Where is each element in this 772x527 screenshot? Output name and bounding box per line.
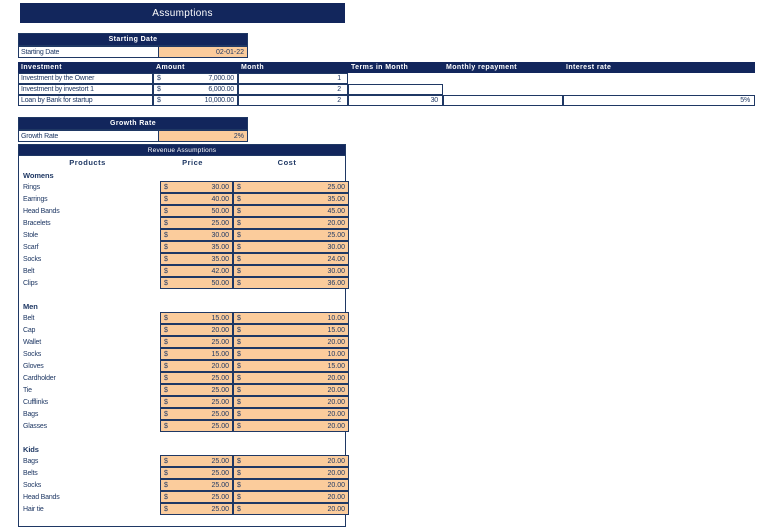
investment-col-interest: Interest rate (563, 62, 755, 73)
price-value: 50.00 (211, 207, 229, 215)
revenue-column-header-row (18, 156, 346, 169)
table-row (18, 384, 346, 396)
revenue-assumptions-table (18, 144, 346, 527)
product-cost-cell[interactable] (233, 396, 349, 408)
table-row (18, 491, 346, 503)
currency-symbol: $ (237, 183, 241, 191)
investment-monthly-repayment: $355.29 (443, 95, 563, 106)
currency-symbol: $ (157, 86, 161, 93)
table-row (18, 265, 346, 277)
product-cost-cell[interactable] (233, 336, 349, 348)
table-row (18, 408, 346, 420)
currency-symbol: $ (164, 505, 168, 513)
product-cost-cell[interactable] (233, 265, 349, 277)
starting-date-row (18, 46, 248, 58)
cost-value: 20.00 (327, 219, 345, 227)
investment-interest-rate[interactable]: 5% (563, 95, 755, 106)
revenue-group-spacer (18, 432, 346, 443)
product-name: Gloves (23, 362, 44, 370)
table-row (18, 348, 346, 360)
investment-interest-empty (563, 73, 755, 84)
cost-value: 36.00 (327, 279, 345, 287)
spacer-filler (156, 515, 345, 526)
investment-col-investment: Investment (18, 62, 153, 73)
investment-repayment-empty (443, 73, 563, 84)
product-cost-cell[interactable] (233, 241, 349, 253)
currency-symbol: $ (237, 469, 241, 477)
product-price-cell[interactable] (160, 372, 233, 384)
product-price-cell[interactable] (160, 384, 233, 396)
price-value: 25.00 (211, 505, 229, 513)
product-cost-cell[interactable] (233, 467, 349, 479)
product-price-cell[interactable] (160, 467, 233, 479)
product-cost-cell[interactable] (233, 479, 349, 491)
product-name: Belts (23, 469, 38, 477)
price-value: 25.00 (211, 398, 229, 406)
product-price-cell[interactable] (160, 253, 233, 265)
currency-symbol: $ (237, 481, 241, 489)
price-value: 20.00 (211, 326, 229, 334)
product-price-cell[interactable] (160, 348, 233, 360)
investment-amount[interactable] (153, 73, 238, 84)
price-value: 50.00 (211, 279, 229, 287)
cost-value: 20.00 (327, 338, 345, 346)
product-price-cell[interactable] (160, 503, 233, 515)
currency-symbol: $ (164, 231, 168, 239)
product-price-cell[interactable] (160, 479, 233, 491)
cost-value: 30.00 (327, 243, 345, 251)
table-row (18, 336, 346, 348)
product-name: Stole (23, 231, 38, 239)
starting-date-block (18, 33, 248, 58)
product-cost-cell[interactable] (233, 455, 349, 467)
product-cost-cell[interactable] (233, 324, 349, 336)
product-price-cell[interactable] (160, 277, 233, 289)
price-value: 35.00 (211, 255, 229, 263)
product-name: Belt (23, 267, 35, 275)
currency-symbol: $ (237, 314, 241, 322)
cost-value: 20.00 (327, 398, 345, 406)
table-row (18, 360, 346, 372)
price-value: 25.00 (211, 374, 229, 382)
cost-value: 20.00 (327, 457, 345, 465)
product-cost-cell[interactable] (233, 229, 349, 241)
currency-symbol: $ (237, 493, 241, 501)
revenue-group-filler (160, 169, 345, 181)
revenue-group-name: Men (23, 301, 38, 311)
cost-value: 15.00 (327, 362, 345, 370)
currency-symbol: $ (164, 279, 168, 287)
product-name: Wallet (23, 338, 41, 346)
currency-symbol: $ (164, 219, 168, 227)
currency-symbol: $ (237, 422, 241, 430)
investment-table (18, 62, 755, 106)
currency-symbol: $ (164, 398, 168, 406)
product-price-cell[interactable] (160, 455, 233, 467)
growth-rate-label: Growth Rate (18, 130, 158, 142)
starting-date-value[interactable]: 02-01-22 (158, 46, 248, 58)
product-cost-cell[interactable] (233, 408, 349, 420)
amount-value: 7,000.00 (208, 75, 234, 82)
investment-terms-blank[interactable] (348, 84, 443, 95)
revenue-group-filler (160, 300, 345, 312)
investment-repayment-empty (443, 84, 563, 95)
table-row (18, 193, 346, 205)
product-price-cell[interactable] (160, 420, 233, 432)
price-value: 25.00 (211, 410, 229, 418)
investment-month[interactable]: 1 (238, 73, 348, 84)
starting-date-header: Starting Date (18, 33, 248, 46)
price-value: 25.00 (211, 219, 229, 227)
table-row (18, 479, 346, 491)
product-price-cell[interactable] (160, 324, 233, 336)
price-value: 25.00 (211, 457, 229, 465)
product-cost-cell[interactable] (233, 348, 349, 360)
table-row (18, 396, 346, 408)
currency-symbol: $ (237, 255, 241, 263)
price-value: 25.00 (211, 493, 229, 501)
investment-desc: Investment by investort 1 (18, 84, 153, 95)
revenue-group-header (18, 443, 346, 455)
table-row (18, 312, 346, 324)
table-row (18, 229, 346, 241)
revenue-assumptions-banner: Revenue Assumptions (18, 144, 346, 156)
product-cost-cell[interactable] (233, 312, 349, 324)
product-name: Earrings (23, 195, 48, 203)
currency-symbol: $ (164, 195, 168, 203)
growth-rate-value[interactable]: 2% (158, 130, 248, 142)
spacer-label (19, 289, 156, 300)
table-row (18, 277, 346, 289)
growth-rate-block (18, 117, 248, 142)
cost-value: 20.00 (327, 422, 345, 430)
revenue-group-filler (160, 443, 345, 455)
growth-rate-header: Growth Rate (18, 117, 248, 130)
spacer-filler (156, 289, 345, 300)
table-row (18, 503, 346, 515)
revenue-group-header (18, 300, 346, 312)
product-name: Glasses (23, 422, 47, 430)
product-price-cell[interactable] (160, 217, 233, 229)
product-price-cell[interactable] (160, 312, 233, 324)
price-value: 40.00 (211, 195, 229, 203)
product-cost-cell[interactable] (233, 217, 349, 229)
currency-symbol: $ (237, 374, 241, 382)
investment-table-header-row (18, 62, 755, 73)
price-value: 25.00 (211, 386, 229, 394)
price-value: 25.00 (211, 469, 229, 477)
currency-symbol: $ (164, 350, 168, 358)
product-price-cell[interactable] (160, 241, 233, 253)
currency-symbol: $ (164, 374, 168, 382)
cost-value: 10.00 (327, 314, 345, 322)
revenue-col-price: Price (182, 158, 203, 167)
currency-symbol: $ (164, 362, 168, 370)
currency-symbol: $ (164, 410, 168, 418)
currency-symbol: $ (157, 97, 161, 104)
currency-symbol: $ (164, 469, 168, 477)
price-value: 20.00 (211, 362, 229, 370)
table-row (18, 241, 346, 253)
cost-value: 20.00 (327, 493, 345, 501)
product-price-cell[interactable] (160, 396, 233, 408)
cost-value: 24.00 (327, 255, 345, 263)
currency-symbol: $ (237, 279, 241, 287)
currency-symbol: $ (164, 255, 168, 263)
revenue-group-name: Womens (23, 170, 54, 180)
amount-value: 10,000.00 (204, 97, 234, 104)
table-row (18, 324, 346, 336)
product-name: Bags (23, 410, 39, 418)
table-row (18, 455, 346, 467)
product-name: Cardholder (23, 374, 56, 382)
product-cost-cell[interactable] (233, 205, 349, 217)
product-cost-cell[interactable] (233, 372, 349, 384)
product-name: Bags (23, 457, 39, 465)
table-row (18, 95, 755, 106)
product-cost-cell[interactable] (233, 420, 349, 432)
table-row (18, 181, 346, 193)
price-value: 35.00 (211, 243, 229, 251)
currency-symbol: $ (164, 326, 168, 334)
investment-month[interactable]: 2 (238, 84, 348, 95)
product-name: Clips (23, 279, 38, 287)
cost-value: 45.00 (327, 207, 345, 215)
investment-col-month: Month (238, 62, 348, 73)
starting-date-label: Starting Date (18, 46, 158, 58)
currency-symbol: $ (157, 75, 161, 82)
currency-symbol: $ (164, 338, 168, 346)
price-value: 25.00 (211, 422, 229, 430)
price-value: 30.00 (211, 183, 229, 191)
currency-symbol: $ (237, 362, 241, 370)
revenue-table-body (18, 169, 346, 526)
investment-terms-empty (348, 73, 443, 84)
table-row (18, 420, 346, 432)
product-price-cell[interactable] (160, 336, 233, 348)
cost-value: 20.00 (327, 374, 345, 382)
currency-symbol: $ (164, 314, 168, 322)
product-cost-cell[interactable] (233, 491, 349, 503)
cost-value: 15.00 (327, 326, 345, 334)
revenue-group-spacer (18, 515, 346, 526)
product-name: Cap (23, 326, 36, 334)
revenue-col-products: Products (69, 158, 106, 167)
currency-symbol: $ (237, 267, 241, 275)
revenue-group-header (18, 169, 346, 181)
investment-amount[interactable] (153, 95, 238, 106)
currency-symbol: $ (237, 219, 241, 227)
product-cost-cell[interactable] (233, 193, 349, 205)
currency-symbol: $ (164, 243, 168, 251)
currency-symbol: $ (237, 207, 241, 215)
investment-interest-empty (563, 84, 755, 95)
cost-value: 20.00 (327, 481, 345, 489)
product-price-cell[interactable] (160, 205, 233, 217)
cost-value: 35.00 (327, 195, 345, 203)
price-value: 25.00 (211, 481, 229, 489)
cost-value: 20.00 (327, 410, 345, 418)
spacer-filler (156, 432, 345, 443)
product-name: Rings (23, 183, 40, 191)
product-price-cell[interactable] (160, 181, 233, 193)
currency-symbol: $ (237, 505, 241, 513)
product-cost-cell[interactable] (233, 253, 349, 265)
cost-value: 10.00 (327, 350, 345, 358)
table-row (18, 372, 346, 384)
product-cost-cell[interactable] (233, 277, 349, 289)
product-price-cell[interactable] (160, 229, 233, 241)
currency-symbol: $ (237, 338, 241, 346)
product-name: Tie (23, 386, 32, 394)
page-title: Assumptions (20, 3, 345, 23)
price-value: 15.00 (211, 350, 229, 358)
investment-col-amount: Amount (153, 62, 238, 73)
product-cost-cell[interactable] (233, 503, 349, 515)
cost-value: 20.00 (327, 469, 345, 477)
price-value: 15.00 (211, 314, 229, 322)
product-name: Head Bands (23, 493, 60, 501)
investment-month[interactable]: 2 (238, 95, 348, 106)
currency-symbol: $ (237, 457, 241, 465)
currency-symbol: $ (237, 410, 241, 418)
product-name: Scarf (23, 243, 39, 251)
table-row (18, 217, 346, 229)
table-row (18, 84, 755, 95)
table-row (18, 73, 755, 84)
investment-desc: Loan by Bank for startup (18, 95, 153, 106)
cost-value: 25.00 (327, 183, 345, 191)
revenue-col-cost: Cost (277, 158, 297, 167)
growth-rate-row (18, 130, 248, 142)
cost-value: 30.00 (327, 267, 345, 275)
currency-symbol: $ (164, 493, 168, 501)
amount-value: 6,000.00 (208, 86, 234, 93)
product-name: Belt (23, 314, 35, 322)
product-name: Head Bands (23, 207, 60, 215)
currency-symbol: $ (237, 243, 241, 251)
product-price-cell[interactable] (160, 193, 233, 205)
product-price-cell[interactable] (160, 408, 233, 420)
product-name: Socks (23, 481, 42, 489)
product-cost-cell[interactable] (233, 181, 349, 193)
table-row (18, 467, 346, 479)
revenue-group-spacer (18, 289, 346, 300)
product-cost-cell[interactable] (233, 360, 349, 372)
product-name: Socks (23, 255, 42, 263)
product-name: Socks (23, 350, 42, 358)
currency-symbol: $ (164, 207, 168, 215)
investment-desc: Investment by the Owner (18, 73, 153, 84)
product-price-cell[interactable] (160, 491, 233, 503)
revenue-group-name: Kids (23, 444, 39, 454)
currency-symbol: $ (237, 398, 241, 406)
investment-col-repayment: Monthly repayment (443, 62, 563, 73)
cost-value: 25.00 (327, 231, 345, 239)
investment-col-terms: Terms in Month (348, 62, 443, 73)
spacer-label (19, 515, 156, 526)
currency-symbol: $ (237, 231, 241, 239)
currency-symbol: $ (237, 195, 241, 203)
product-cost-cell[interactable] (233, 384, 349, 396)
currency-symbol: $ (237, 386, 241, 394)
table-row (18, 253, 346, 265)
currency-symbol: $ (164, 267, 168, 275)
investment-amount[interactable] (153, 84, 238, 95)
product-price-cell[interactable] (160, 265, 233, 277)
price-value: 25.00 (211, 338, 229, 346)
currency-symbol: $ (237, 326, 241, 334)
currency-symbol: $ (164, 481, 168, 489)
investment-terms[interactable]: 30 (348, 95, 443, 106)
spacer-label (19, 432, 156, 443)
product-price-cell[interactable] (160, 360, 233, 372)
currency-symbol: $ (164, 422, 168, 430)
cost-value: 20.00 (327, 505, 345, 513)
currency-symbol: $ (164, 457, 168, 465)
product-name: Hair tie (23, 505, 44, 513)
currency-symbol: $ (164, 183, 168, 191)
product-name: Bracelets (23, 219, 51, 227)
currency-symbol: $ (164, 386, 168, 394)
price-value: 42.00 (211, 267, 229, 275)
currency-symbol: $ (237, 350, 241, 358)
product-name: Cufflinks (23, 398, 48, 406)
table-row (18, 205, 346, 217)
cost-value: 20.00 (327, 386, 345, 394)
price-value: 30.00 (211, 231, 229, 239)
